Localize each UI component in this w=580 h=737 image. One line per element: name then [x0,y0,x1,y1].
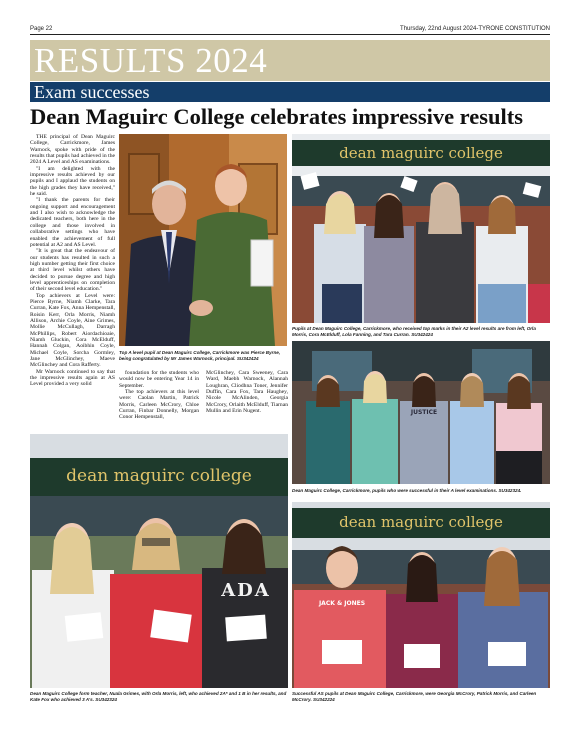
dateline: Thursday, 22nd August 2024-TYRONE CONSTITUTION [400,26,550,32]
article-paragraph: THE principal of Dean Maguirc College, Carrickmore, James Warnock, spoke with pride of the results that pupils had achieved in the 2024 A Level and AS examinations. [30,134,115,166]
caption-bottom-right: Successful AS pupils at Dean Maguirc College, Carrickmore, were Georgia McCrory, Patrick Morris, and Carleen McCrory. SU342224 [292,691,537,702]
hoodie-logo: JUSTICE [410,409,438,416]
section-bar [30,82,550,102]
caption-right-mid: Dean Maguirc College, Carrickmore, pupils who were successful in their A level examinations. SU342324. [292,488,522,493]
article-paragraph: Mr Warnock continued to say that the impressive results again at AS Level provided a very solid [30,368,115,388]
hoodie-logo: JACK & JONES [318,600,366,607]
photo-principal-with-pupil [119,134,287,346]
article-paragraph: foundation for the students who would now be entering Year 14 in September. [119,370,199,389]
photo-teacher-with-pupils [30,434,288,688]
article-paragraph: "I thank the parents for their ongoing support and encouragement and I also wish to acknowledge the dedicated teachers, both here in the college and those involved in collaborative settings who have enabled the achievement of full potential at A2 and AS Level. [30,197,115,248]
article-paragraph: Top achievers at Level were: Pierce Byrne, Niamh Clarke, Tara Curran, Kate Fox, Anna Hempenstall, Roisin Kerr, Orla Morris, Niamh Allison, Archie Coyle, Aine Grimes, Mollie McCullagh, Darragh McPhillips, Robert Aiordachioaie, Niamh Gluckin, Cora McElduff, Hannah Colgan, Aoibhin Coyle, Michael Coyle, Sorcha Gormley, Jane McGlinchey, Maeve McGlinchey and Cora Rafferty. [30,292,115,369]
page-number: Page 22 [30,26,53,32]
article-paragraph: McGlinchey, Cara Sweeney, Cara Ward, Maebh Warnock, Alannah Loughran, Cliodhna Toner, Jennifer Duffin, Cara Fox, Tara Haughey, Nicole McAlinden, Georgia McCrory, Orlaith McElduff, Tiarnan Mullin and Erin Nugent. [206,370,288,415]
section-title: Exam successes [34,82,150,102]
college-sign: dean maguirc college [66,466,252,486]
photo-as-pupils [292,502,550,688]
article-column-3 [206,370,288,414]
banner-title: RESULTS 2024 [34,41,268,80]
article-paragraph: The top achievers at this level were: Caolan Martin, Patrick Morris, Carleen McCrory, Chloe Curran, Finbar Donnelly, Morgan Conor Hempenstall, [119,389,199,421]
caption-right-top: Pupils at Dean Maguirc College, Carrickmore, who received top marks in their A2 level results are from left, Orla Morris, Cora McElduff, Lola Fanning, and Tara Curran. SU342424 [292,326,536,337]
caption-bottom-left: Dean Maguirc College form teacher, Nuala Grimes, with Orla Morris, left, who achieved 2A* and 1 B in her results, and Kate Fox who achieved 3 A's. SU342324 [30,691,287,702]
article-paragraph: "I am delighted with the impressive results achieved by our pupils and I applaud the students on the high grades they have received," he said. [30,165,115,198]
caption-top-photo: Top A level pupil at Dean Maguirc College, Carrickmore was Pierce Byrne, being congratulated by Mr James Warnock, principal. SU342424 [119,350,281,361]
header-rule [30,34,550,35]
photo-a-level-group [292,341,550,484]
results-banner [30,40,550,81]
article-paragraph: "It is great that the endeavour of our students has resulted in such a high number getting their first choice at third level whilst others have decided to pursue degree and high level apprenticeships on completion of their second level education." [30,248,115,293]
college-sign: dean maguirc college [339,513,503,531]
article-headline: Dean Maguirc College celebrates impressive results [30,104,524,129]
photo-top-achievers-group [292,134,550,323]
college-sign: dean maguirc college [339,144,503,162]
hoodie-logo: ADA [221,580,271,601]
article-column-2 [119,370,199,421]
article-column-1 [30,134,115,388]
